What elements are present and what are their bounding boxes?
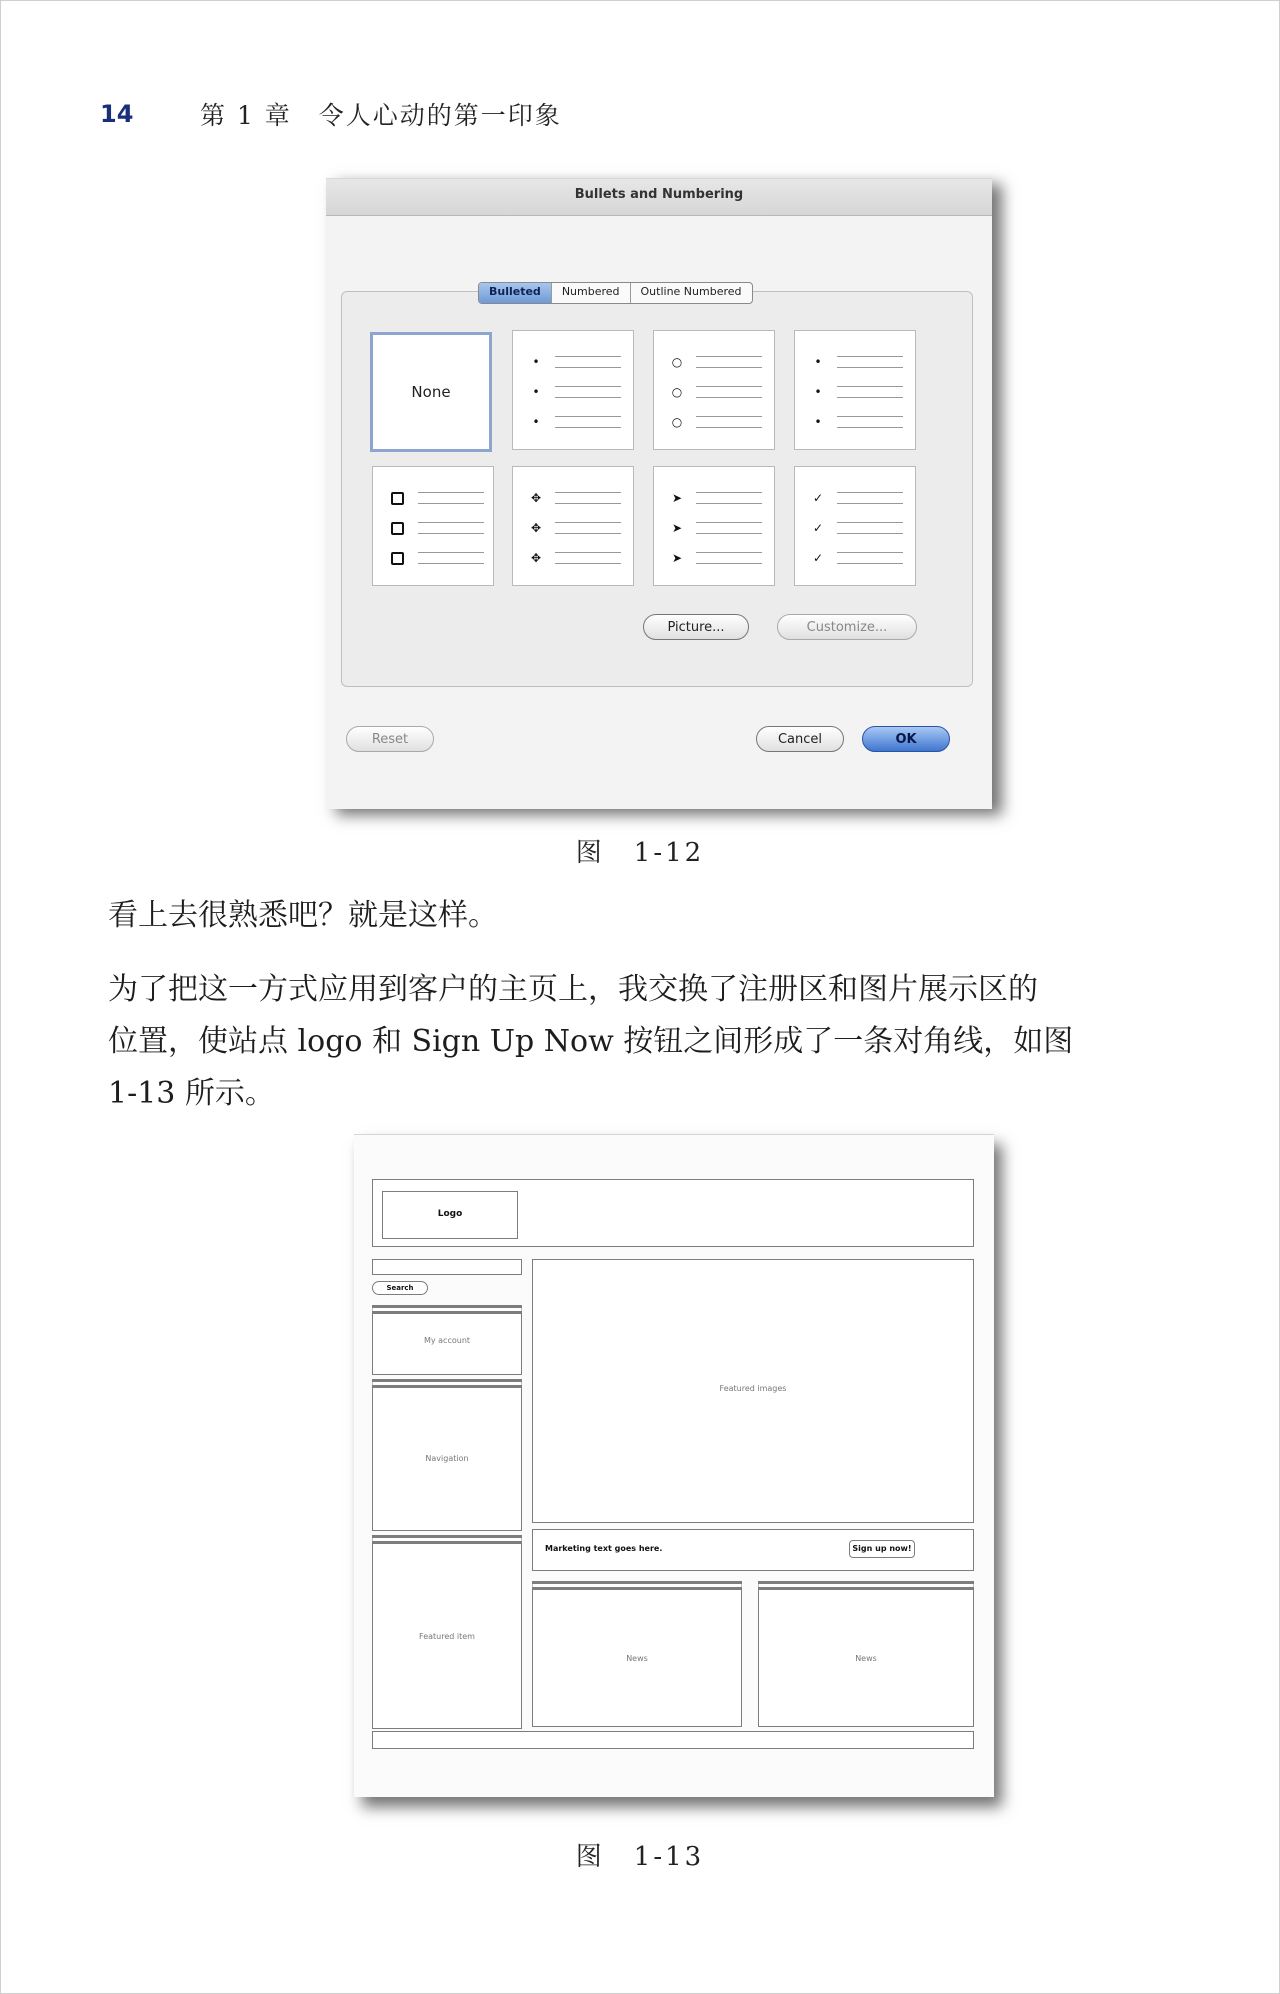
wireframe-news-2 [758, 1581, 974, 1727]
disc-bullet-icon: • [814, 415, 822, 429]
customize-button[interactable]: Customize... [777, 614, 917, 640]
featured-item-label: Featured item [419, 1632, 475, 1641]
diamond-bullet-icon: ✥ [530, 521, 542, 535]
figure-caption-1-12: 图 1-12 [575, 838, 705, 868]
chapter-title: 第 1 章 令人心动的第一印象 [200, 101, 562, 130]
tab-bulleted[interactable]: Bulleted [479, 283, 552, 303]
tab-numbered[interactable]: Numbered [552, 283, 631, 303]
wireframe-search-input[interactable] [372, 1259, 522, 1275]
wireframe-news-1 [532, 1581, 742, 1727]
sign-up-now-button[interactable]: Sign up now! [849, 1540, 915, 1558]
bullet-option-arrow[interactable] [653, 466, 775, 586]
circle-bullet-icon: ○ [671, 355, 683, 369]
figure-caption-1-13: 图 1-13 [575, 1842, 705, 1872]
bullet-option-small-disc[interactable] [794, 330, 916, 450]
marketing-text: Marketing text goes here. [545, 1544, 663, 1553]
running-header [100, 94, 562, 134]
diamond-bullet-icon: ✥ [530, 551, 542, 565]
wireframe-my-account [372, 1305, 522, 1375]
bullet-type-tabs [478, 282, 753, 304]
paragraph-1: 看上去很熟悉吧？就是这样。 [108, 898, 498, 933]
square-bullet-icon [391, 552, 404, 565]
circle-bullet-icon: ○ [671, 415, 683, 429]
ok-button[interactable]: OK [862, 726, 950, 752]
navigation-label: Navigation [425, 1454, 469, 1463]
arrow-bullet-icon: ➤ [671, 551, 683, 565]
paragraph-2-line-3: 1-13 所示。 [108, 1076, 275, 1111]
picture-button[interactable]: Picture... [643, 614, 749, 640]
reset-button[interactable]: Reset [346, 726, 434, 752]
wireframe-logo [382, 1191, 518, 1239]
square-bullet-icon [391, 492, 404, 505]
my-account-label: My account [423, 1336, 471, 1345]
bullet-option-none[interactable] [370, 332, 492, 452]
disc-bullet-icon: • [814, 355, 822, 369]
wireframe-footer [372, 1731, 974, 1749]
wireframe-featured-images [532, 1259, 974, 1523]
bullet-option-square[interactable] [372, 466, 494, 586]
check-bullet-icon: ✓ [812, 521, 824, 535]
circle-bullet-icon: ○ [671, 385, 683, 399]
diamond-bullet-icon: ✥ [530, 491, 542, 505]
check-bullet-icon: ✓ [812, 491, 824, 505]
logo-label: Logo [437, 1209, 463, 1219]
wireframe-navigation [372, 1379, 522, 1531]
wireframe-featured-item [372, 1535, 522, 1729]
bullet-style-group [341, 291, 973, 687]
wireframe-search-button[interactable]: Search [372, 1281, 428, 1295]
news-label: News [855, 1654, 877, 1663]
news-label: News [626, 1654, 648, 1663]
disc-bullet-icon: • [814, 385, 822, 399]
bullet-option-diamond[interactable] [512, 466, 634, 586]
check-bullet-icon: ✓ [812, 551, 824, 565]
bullet-option-circle[interactable] [653, 330, 775, 450]
tab-outline-numbered[interactable]: Outline Numbered [640, 285, 742, 298]
arrow-bullet-icon: ➤ [671, 521, 683, 535]
disc-bullet-icon: • [532, 415, 540, 429]
cancel-button[interactable]: Cancel [756, 726, 844, 752]
page-number: 14 [100, 100, 134, 128]
dialog-title: Bullets and Numbering [574, 187, 744, 202]
paragraph-2-line-1: 为了把这一方式应用到客户的主页上，我交换了注册区和图片展示区的 [108, 972, 1038, 1007]
wireframe-marketing-bar [532, 1529, 974, 1571]
bullets-numbering-dialog [326, 178, 992, 809]
featured-images-label: Featured images [719, 1384, 787, 1393]
arrow-bullet-icon: ➤ [671, 491, 683, 505]
homepage-wireframe [354, 1134, 994, 1797]
square-bullet-icon [391, 522, 404, 535]
disc-bullet-icon: • [532, 385, 540, 399]
bullet-option-disc[interactable] [512, 330, 634, 450]
disc-bullet-icon: • [532, 355, 540, 369]
none-label: None [411, 383, 451, 401]
paragraph-2-line-2: 位置，使站点 logo 和 Sign Up Now 按钮之间形成了一条对角线，如图 [108, 1024, 1074, 1059]
bullet-option-check[interactable] [794, 466, 916, 586]
